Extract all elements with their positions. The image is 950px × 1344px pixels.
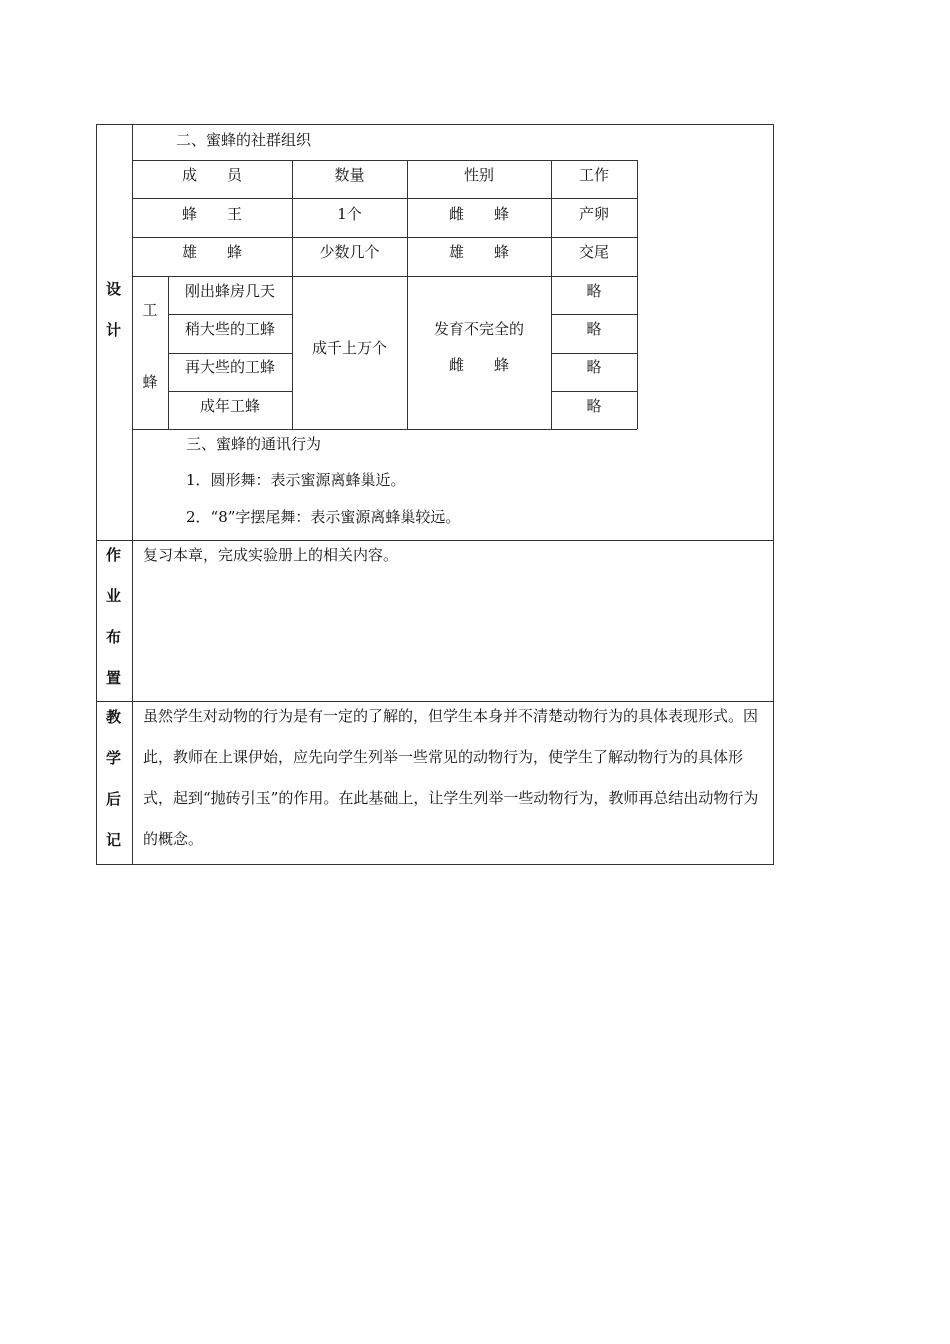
row-divider-design [96, 540, 774, 541]
cell-queen-count: 1个 [337, 205, 362, 223]
worker-row-2: 稍大些的工蜂 [184, 320, 275, 338]
worker-row-3: 再大些的工蜂 [184, 358, 275, 376]
worker-group-label-1: 工 [142, 301, 158, 319]
worker-sex-line1: 发育不完全的 [433, 320, 524, 338]
item-waggle-dance: 2．“8”字摆尾舞：表示蜜源离蜂巢较远。 [186, 508, 461, 526]
worker-group-label-2: 蜂 [142, 373, 158, 391]
header-sex: 性别 [463, 166, 494, 184]
worker-work-1: 略 [586, 282, 602, 300]
item-round-dance: 1．圆形舞：表示蜜源离蜂巢近。 [186, 471, 406, 489]
design-label-1: 设 [106, 280, 122, 298]
homework-label-1: 作 [106, 546, 122, 564]
heading-communication: 三、蜜蜂的通讯行为 [186, 435, 322, 453]
reflection-label-4: 记 [106, 831, 122, 849]
reflection-text: 虽然学生对动物的行为是有一定的了解的，但学生本身并不清楚动物行为的具体表现形式。因此，教师在上课伊始，应先向学生列举一些常见的动物行为，使学生了解动物行为的具体形式，起到“抛砖引玉”的作用。在此基础上，让学生列举一些动物行为，教师再总结出动物行为的概念。 [143, 707, 759, 848]
reflection-label-1: 教 [106, 708, 122, 726]
header-work: 工作 [578, 166, 609, 184]
heading-social-organization: 二、蜜蜂的社群组织 [176, 131, 312, 149]
cell-drone-count: 少数几个 [319, 243, 380, 261]
homework-text: 复习本章，完成实验册上的相关内容。 [143, 546, 399, 564]
homework-label-3: 布 [106, 628, 122, 646]
cell-drone-work: 交尾 [578, 243, 609, 261]
design-label-2: 计 [106, 321, 122, 339]
homework-label-2: 业 [106, 587, 122, 605]
homework-label-4: 置 [106, 669, 122, 687]
cell-drone-member: 雄 蜂 [181, 243, 242, 261]
worker-work-3: 略 [586, 358, 602, 376]
cell-drone-sex: 雄 蜂 [448, 243, 509, 261]
worker-work-2: 略 [586, 320, 602, 338]
worker-work-4: 略 [586, 397, 602, 415]
header-count: 数量 [334, 166, 365, 184]
cell-queen-work: 产卵 [578, 205, 609, 223]
worker-row-4: 成年工蜂 [199, 397, 260, 415]
cell-queen-member: 蜂 王 [181, 205, 242, 223]
label-column-divider [132, 124, 133, 865]
reflection-label-2: 学 [106, 749, 122, 767]
worker-row-1: 刚出蜂房几天 [184, 282, 275, 300]
cell-queen-sex: 雌 蜂 [448, 205, 509, 223]
reflection-label-3: 后 [106, 790, 122, 808]
worker-count: 成千上万个 [311, 339, 387, 357]
header-member: 成 员 [181, 166, 242, 184]
worker-sex-line2: 雌 蜂 [448, 356, 509, 374]
